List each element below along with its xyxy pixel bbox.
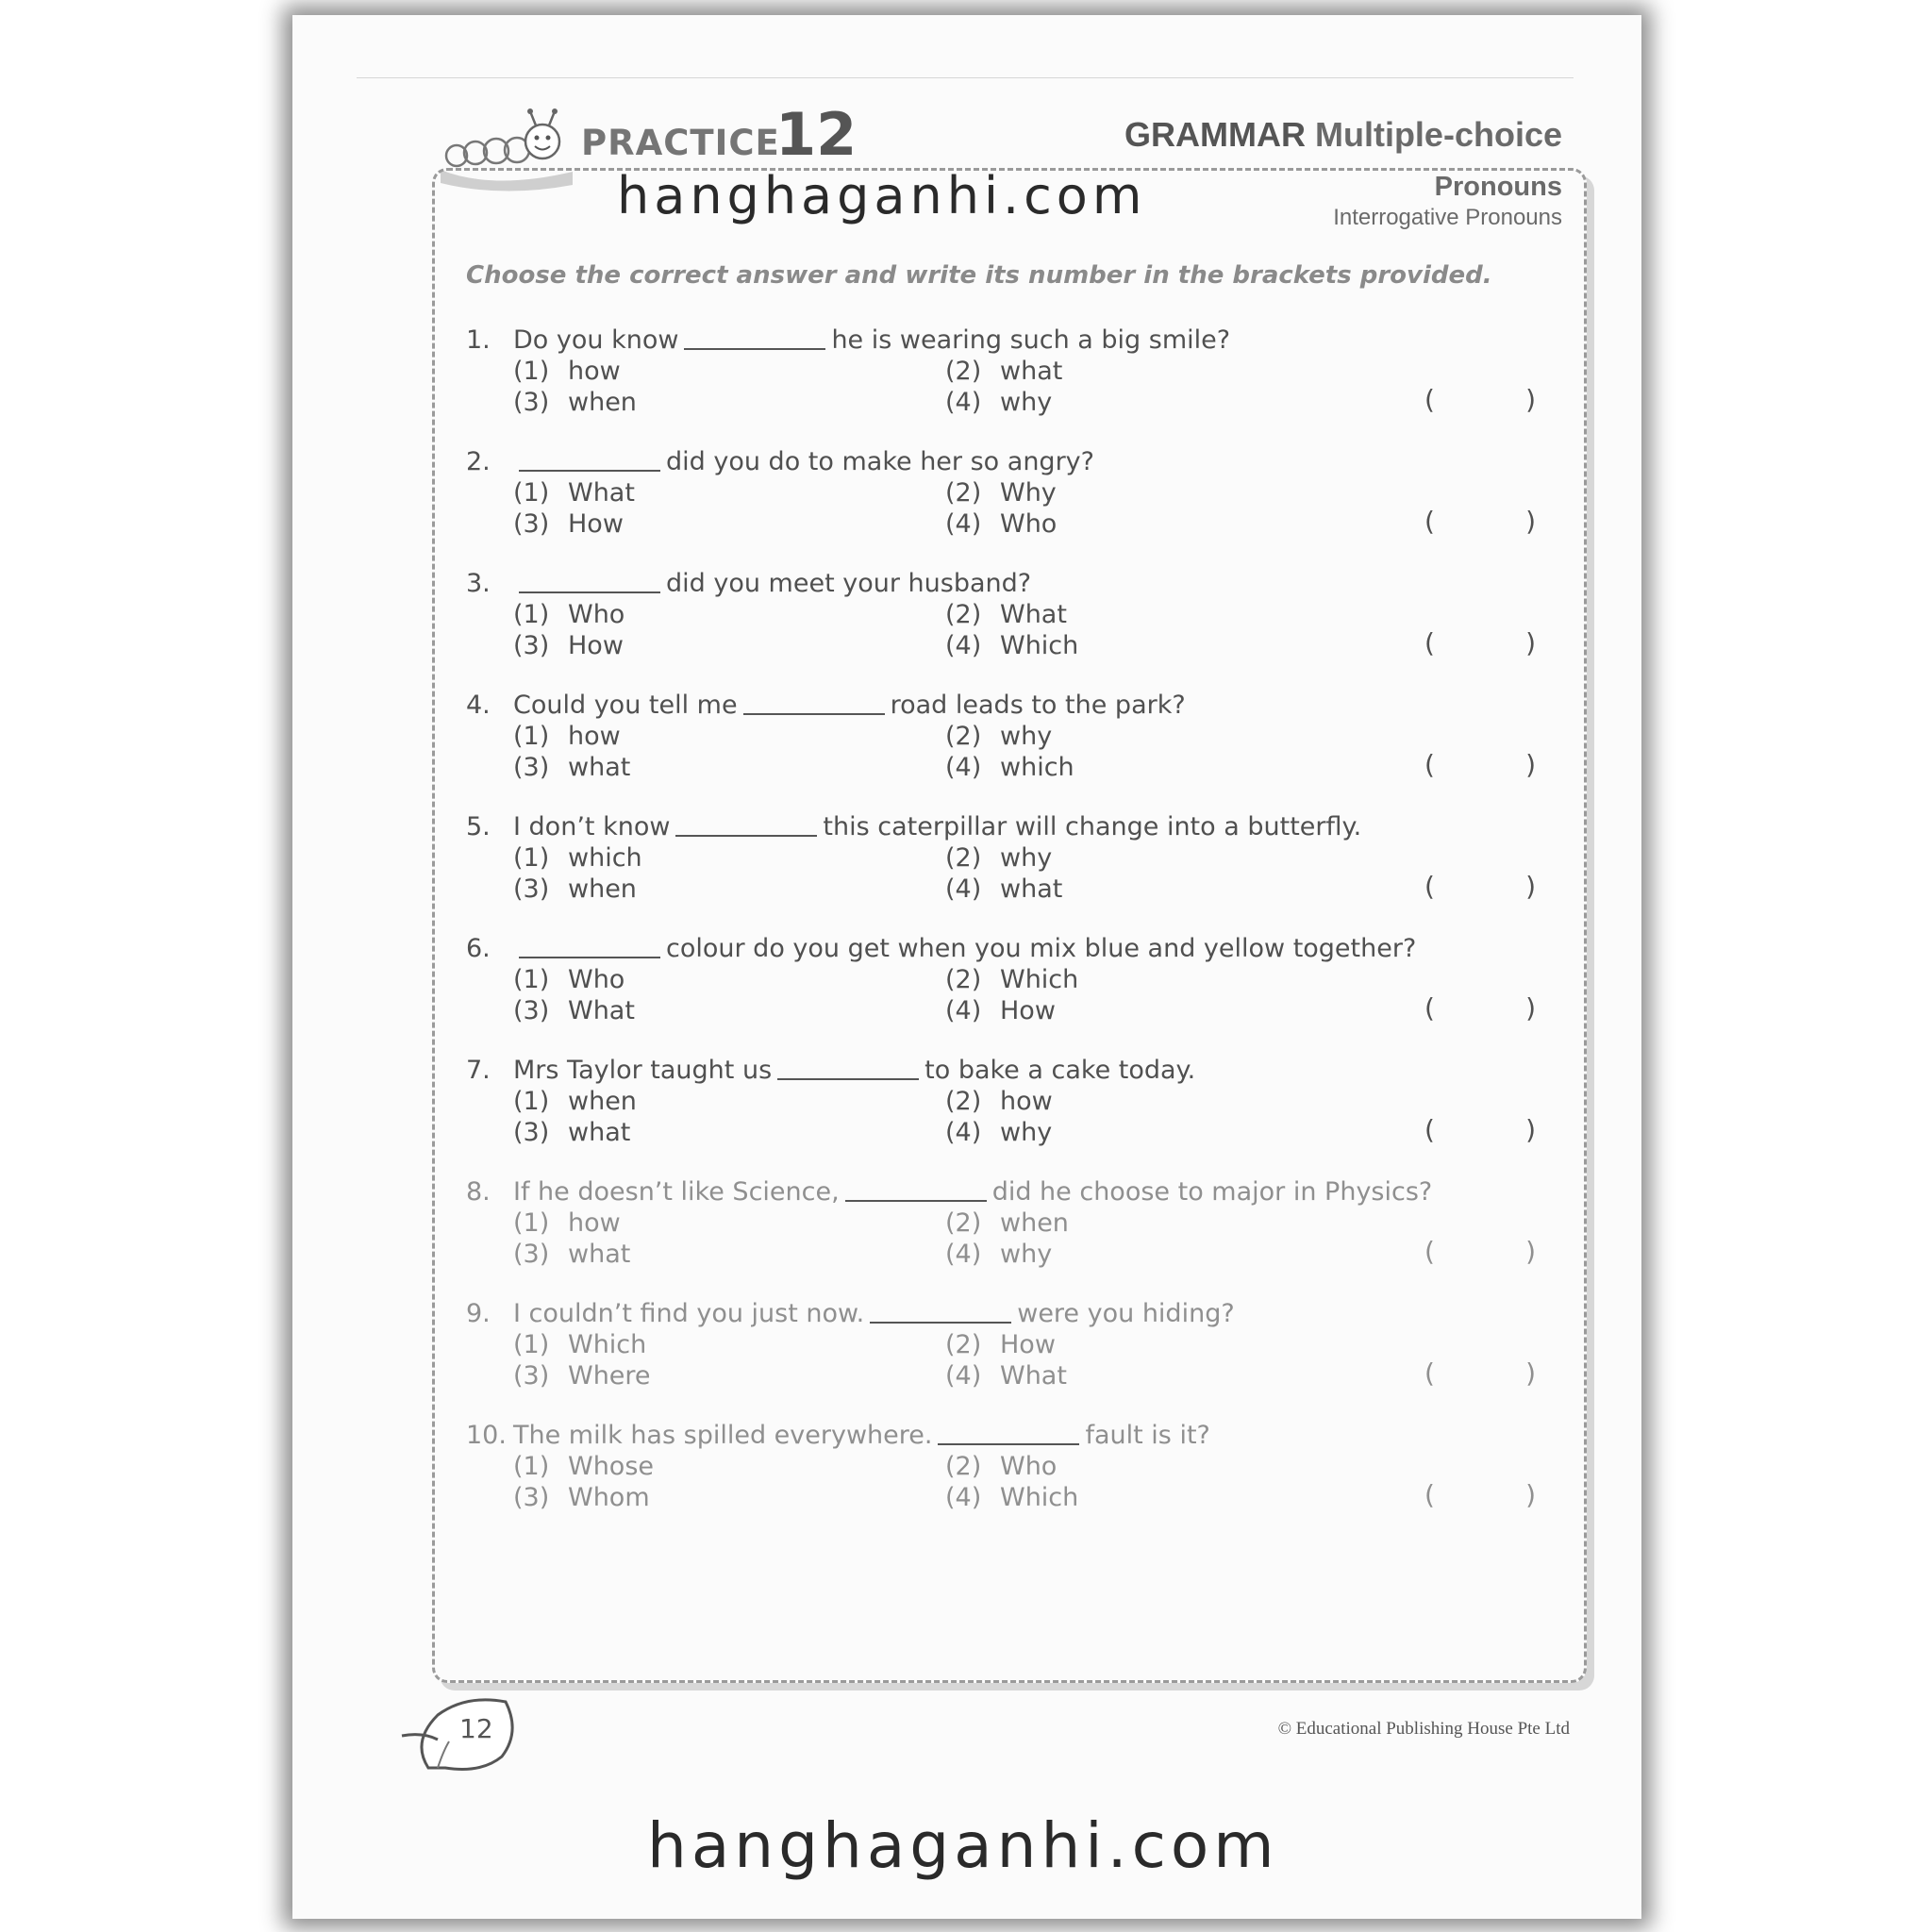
question-stem	[466, 812, 1361, 841]
answer-option	[945, 1483, 1078, 1512]
answer-option	[513, 753, 630, 782]
option-text: Which	[1000, 631, 1079, 660]
question-item	[466, 569, 1551, 691]
option-number: (2)	[945, 843, 982, 873]
option-text: Who	[568, 600, 625, 629]
topic-block	[1333, 172, 1562, 231]
option-number: (3)	[513, 874, 550, 904]
option-text: which	[568, 843, 642, 873]
option-number: (4)	[945, 753, 982, 782]
top-rule	[357, 77, 1574, 78]
watermark-bottom: hanghaganhi.com	[647, 1809, 1279, 1882]
option-number: (2)	[945, 1087, 982, 1116]
option-text: what	[568, 753, 631, 782]
option-text: what	[568, 1118, 631, 1147]
close-bracket: )	[1525, 627, 1536, 658]
question-stem	[466, 1299, 1235, 1328]
answer-option	[513, 388, 637, 417]
question-stem	[466, 1421, 1210, 1450]
practice-number: 12	[775, 100, 858, 169]
option-text: when	[568, 874, 637, 904]
question-number: 1.	[466, 325, 491, 355]
close-bracket: )	[1525, 992, 1536, 1024]
option-number: (4)	[945, 388, 982, 417]
question-item	[466, 1421, 1551, 1542]
answer-option	[513, 509, 624, 539]
answer-option	[945, 1087, 1053, 1116]
answer-option	[513, 1483, 650, 1512]
answer-blank	[938, 1443, 1079, 1445]
option-text: what	[568, 1240, 631, 1269]
answer-option	[945, 996, 1056, 1025]
answer-blank	[684, 348, 825, 350]
question-number: 9.	[466, 1299, 491, 1328]
answer-option	[945, 965, 1078, 994]
answer-option	[945, 1452, 1057, 1481]
answer-option	[945, 1361, 1067, 1391]
question-number: 7.	[466, 1056, 491, 1085]
option-number: (1)	[513, 1208, 550, 1238]
option-number: (2)	[945, 357, 982, 386]
answer-option	[513, 722, 621, 751]
question-text-after: fault is it?	[1085, 1421, 1210, 1450]
watermark-top: hanghaganhi.com	[617, 166, 1147, 225]
option-text: what	[1000, 357, 1063, 386]
question-stem	[466, 934, 1416, 963]
option-text: when	[1000, 1208, 1069, 1238]
option-number: (2)	[945, 1208, 982, 1238]
option-number: (2)	[945, 1452, 982, 1481]
question-number: 3.	[466, 569, 491, 598]
question-item	[466, 1299, 1551, 1421]
option-number: (2)	[945, 1330, 982, 1359]
option-number: (4)	[945, 1483, 982, 1512]
question-text-after: road leads to the park?	[890, 691, 1186, 720]
question-item	[466, 691, 1551, 812]
open-bracket: (	[1424, 1479, 1435, 1510]
option-text: What	[568, 996, 635, 1025]
option-number: (1)	[513, 843, 550, 873]
answer-blank	[519, 957, 660, 958]
option-text: which	[1000, 753, 1074, 782]
close-bracket: )	[1525, 1479, 1536, 1510]
option-text: Who	[568, 965, 625, 994]
option-number: (3)	[513, 1483, 550, 1512]
question-number: 8.	[466, 1177, 491, 1207]
subtopic-title: Interrogative Pronouns	[1333, 205, 1562, 230]
answer-option	[513, 996, 635, 1025]
open-bracket: (	[1424, 1357, 1435, 1389]
option-text: Which	[1000, 965, 1079, 994]
answer-option	[513, 631, 624, 660]
question-number: 10.	[466, 1421, 507, 1450]
option-number: (1)	[513, 357, 550, 386]
answer-option	[945, 478, 1057, 508]
question-item	[466, 1056, 1551, 1177]
open-bracket: (	[1424, 1114, 1435, 1145]
option-number: (4)	[945, 996, 982, 1025]
question-number: 4.	[466, 691, 491, 720]
question-text-after: to bake a cake today.	[924, 1056, 1196, 1085]
answer-option	[513, 1361, 651, 1391]
option-number: (1)	[513, 1087, 550, 1116]
answer-option	[945, 1118, 1052, 1147]
answer-option	[513, 357, 621, 386]
question-item	[466, 325, 1551, 447]
option-text: Whom	[568, 1483, 650, 1512]
option-number: (4)	[945, 1361, 982, 1391]
option-text: why	[1000, 722, 1053, 751]
option-text: Which	[568, 1330, 647, 1359]
close-bracket: )	[1525, 1236, 1536, 1267]
option-number: (4)	[945, 1240, 982, 1269]
answer-option	[513, 600, 625, 629]
option-text: how	[568, 1208, 621, 1238]
option-number: (2)	[945, 722, 982, 751]
option-number: (1)	[513, 965, 550, 994]
option-text: Where	[568, 1361, 651, 1391]
answer-option	[945, 722, 1052, 751]
option-text: why	[1000, 1240, 1053, 1269]
answer-option	[945, 509, 1057, 539]
answer-option	[513, 1452, 654, 1481]
answer-option	[945, 388, 1052, 417]
open-bracket: (	[1424, 627, 1435, 658]
question-stem	[466, 447, 1094, 476]
option-text: Which	[1000, 1483, 1079, 1512]
option-text: How	[1000, 996, 1056, 1025]
page-number: 12	[459, 1713, 493, 1744]
question-item	[466, 934, 1551, 1056]
answer-blank	[743, 713, 885, 715]
question-text-after: he is wearing such a big smile?	[831, 325, 1231, 355]
answer-option	[513, 1330, 646, 1359]
option-number: (1)	[513, 600, 550, 629]
close-bracket: )	[1525, 749, 1536, 780]
copyright-notice: © Educational Publishing House Pte Ltd	[1277, 1719, 1570, 1739]
open-bracket: (	[1424, 749, 1435, 780]
option-text: Who	[1000, 509, 1058, 539]
answer-blank	[519, 470, 660, 472]
option-number: (1)	[513, 478, 550, 508]
question-number: 6.	[466, 934, 491, 963]
answer-option	[513, 1240, 630, 1269]
option-number: (2)	[945, 600, 982, 629]
question-text-after: did you do to make her so angry?	[666, 447, 1094, 476]
option-number: (2)	[945, 965, 982, 994]
close-bracket: )	[1525, 1357, 1536, 1389]
answer-blank	[519, 591, 660, 593]
question-text-before: Do you know	[513, 325, 679, 355]
option-text: What	[568, 478, 635, 508]
question-number: 2.	[466, 447, 491, 476]
option-text: What	[1000, 1361, 1067, 1391]
answer-blank	[845, 1200, 987, 1202]
answer-option	[513, 1118, 630, 1147]
close-bracket: )	[1525, 506, 1536, 537]
answer-blank	[870, 1322, 1011, 1324]
option-number: (3)	[513, 631, 550, 660]
answer-option	[945, 753, 1074, 782]
open-bracket: (	[1424, 384, 1435, 415]
open-bracket: (	[1424, 992, 1435, 1024]
question-text-before: If he doesn’t like Science,	[513, 1177, 840, 1207]
answer-option	[513, 874, 637, 904]
option-number: (4)	[945, 1118, 982, 1147]
question-list	[466, 325, 1551, 1542]
answer-blank	[675, 835, 817, 837]
question-item	[466, 812, 1551, 934]
option-number: (3)	[513, 1240, 550, 1269]
option-text: How	[1000, 1330, 1056, 1359]
option-number: (1)	[513, 722, 550, 751]
question-text-after: colour do you get when you mix blue and yellow together?	[666, 934, 1417, 963]
answer-option	[945, 874, 1062, 904]
question-item	[466, 1177, 1551, 1299]
option-text: What	[1000, 600, 1067, 629]
option-text: how	[568, 722, 621, 751]
question-text-before: Could you tell me	[513, 691, 738, 720]
answer-option	[945, 631, 1078, 660]
close-bracket: )	[1525, 1114, 1536, 1145]
question-stem	[466, 1177, 1432, 1207]
option-text: Who	[1000, 1452, 1058, 1481]
option-number: (4)	[945, 631, 982, 660]
question-stem	[466, 1056, 1195, 1085]
category-rest: Multiple-choice	[1314, 115, 1562, 154]
option-number: (3)	[513, 388, 550, 417]
option-number: (2)	[945, 478, 982, 508]
question-text-before: I couldn’t find you just now.	[513, 1299, 865, 1328]
topic-title: Pronouns	[1434, 172, 1562, 202]
question-text-after: did you meet your husband?	[666, 569, 1032, 598]
question-stem	[466, 569, 1031, 598]
answer-blank	[777, 1078, 919, 1080]
open-bracket: (	[1424, 1236, 1435, 1267]
option-number: (3)	[513, 1361, 550, 1391]
open-bracket: (	[1424, 871, 1435, 902]
question-text-before: The milk has spilled everywhere.	[513, 1421, 933, 1450]
instructions: Choose the correct answer and write its number in the brackets provided.	[466, 261, 1492, 290]
category-bold: GRAMMAR	[1124, 115, 1306, 154]
question-text-after: were you hiding?	[1017, 1299, 1235, 1328]
option-number: (4)	[945, 509, 982, 539]
option-number: (3)	[513, 753, 550, 782]
option-number: (4)	[945, 874, 982, 904]
answer-option	[945, 843, 1052, 873]
option-text: Whose	[568, 1452, 655, 1481]
question-text-before: Mrs Taylor taught us	[513, 1056, 773, 1085]
answer-option	[513, 1087, 637, 1116]
answer-option	[945, 357, 1062, 386]
option-text: how	[1000, 1087, 1053, 1116]
answer-option	[945, 1240, 1052, 1269]
option-text: why	[1000, 388, 1053, 417]
answer-option	[513, 478, 635, 508]
answer-option	[513, 1208, 621, 1238]
answer-option	[945, 600, 1067, 629]
question-stem	[466, 325, 1230, 355]
option-number: (1)	[513, 1452, 550, 1481]
open-bracket: (	[1424, 506, 1435, 537]
question-text-before: I don’t know	[513, 812, 671, 841]
option-number: (1)	[513, 1330, 550, 1359]
option-text: How	[568, 509, 624, 539]
option-number: (3)	[513, 996, 550, 1025]
practice-label: PRACTICE	[581, 123, 780, 163]
answer-option	[513, 965, 625, 994]
option-text: how	[568, 357, 621, 386]
option-number: (3)	[513, 509, 550, 539]
option-number: (3)	[513, 1118, 550, 1147]
question-item	[466, 447, 1551, 569]
close-bracket: )	[1525, 871, 1536, 902]
question-text-after: this caterpillar will change into a butterfly.	[823, 812, 1362, 841]
question-text-after: did he choose to major in Physics?	[991, 1177, 1433, 1207]
answer-option	[945, 1330, 1056, 1359]
answer-option	[945, 1208, 1069, 1238]
option-text: when	[568, 1087, 637, 1116]
question-number: 5.	[466, 812, 491, 841]
answer-option	[513, 843, 642, 873]
question-stem	[466, 691, 1186, 720]
option-text: when	[568, 388, 637, 417]
worksheet-category	[1124, 115, 1562, 155]
option-text: How	[568, 631, 624, 660]
close-bracket: )	[1525, 384, 1536, 415]
option-text: why	[1000, 1118, 1053, 1147]
option-text: why	[1000, 843, 1053, 873]
option-text: Why	[1000, 478, 1057, 508]
option-text: what	[1000, 874, 1063, 904]
